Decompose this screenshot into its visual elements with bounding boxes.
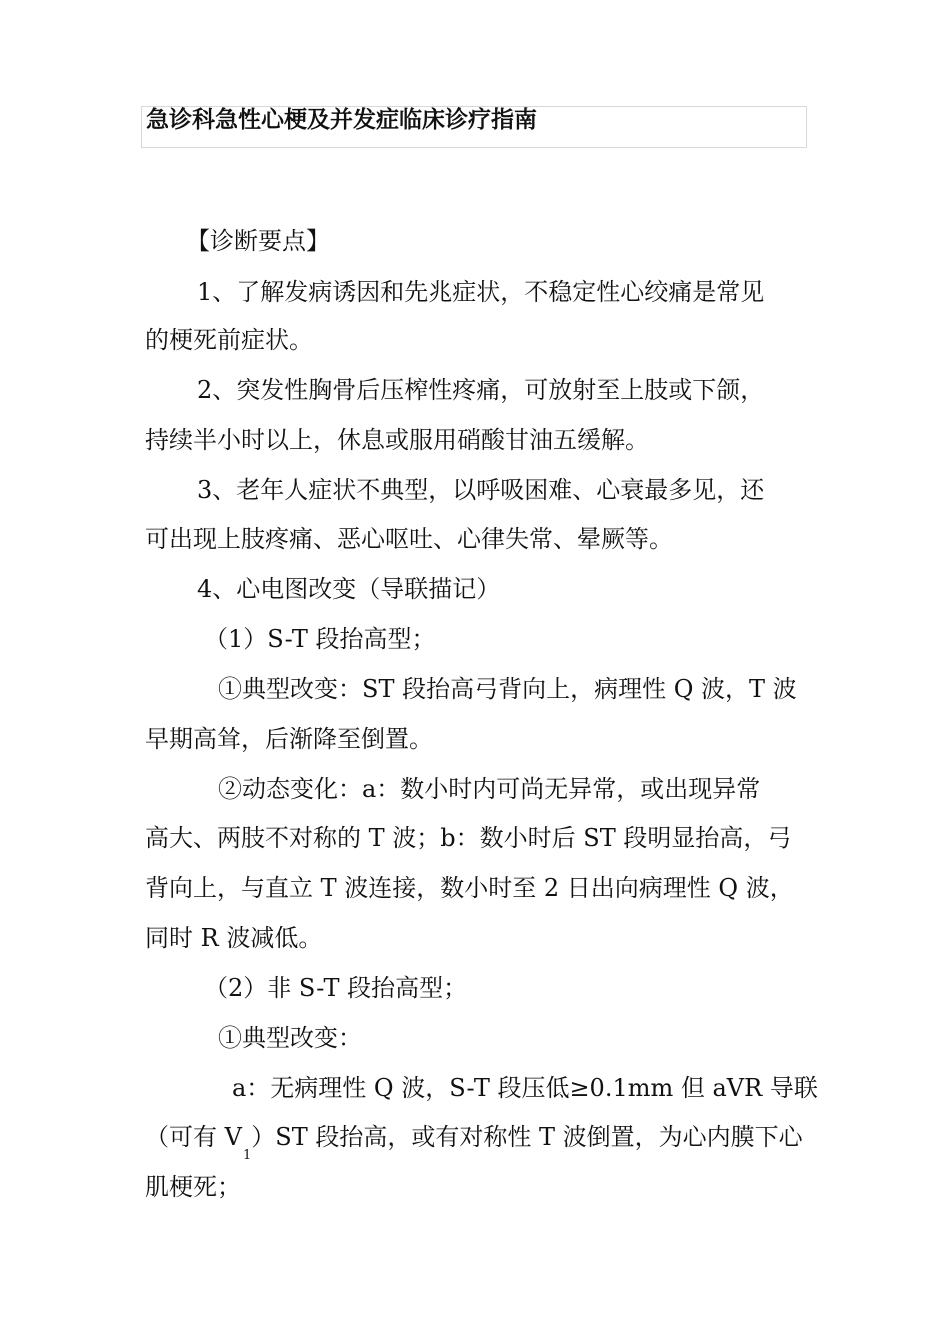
line-text: （可有 V	[145, 1123, 242, 1151]
paragraph-line: 1、了解发病诱因和先兆症状，不稳定性心绞痛是常见	[197, 278, 765, 306]
paragraph-line: 肌梗死；	[145, 1173, 241, 1201]
paragraph-line: 早期高耸，后渐降至倒置。	[145, 725, 433, 753]
paragraph-line: 的梗死前症状。	[145, 326, 313, 354]
section-heading: 【诊断要点】	[186, 227, 330, 255]
paragraph-line: （1）S-T 段抬高型；	[204, 625, 436, 653]
paragraph-line: a：无病理性 Q 波，S-T 段压低≥0.1mm 但 aVR 导联	[232, 1074, 818, 1102]
paragraph-line: ①典型改变：ST 段抬高弓背向上，病理性 Q 波，T 波	[218, 675, 797, 703]
paragraph-line: 同时 R 波减低。	[145, 924, 323, 952]
paragraph-line: 2、突发性胸骨后压榨性疼痛，可放射至上肢或下颌，	[197, 376, 765, 404]
title-box	[141, 106, 807, 148]
paragraph-line: 高大、两肢不对称的 T 波；b：数小时后 ST 段明显抬高，弓	[145, 824, 792, 852]
paragraph-line: ①典型改变：	[218, 1024, 362, 1052]
document-title: 急诊科急性心梗及并发症临床诊疗指南	[146, 107, 537, 133]
paragraph-line: 背向上，与直立 T 波连接，数小时至 2 日出向病理性 Q 波，	[145, 874, 794, 902]
paragraph-line: 3、老年人症状不典型，以呼吸困难、心衰最多见，还	[197, 476, 765, 504]
paragraph-line: 可出现上肢疼痛、恶心呕吐、心律失常、晕厥等。	[145, 525, 673, 553]
subscript: 1	[242, 1148, 252, 1163]
line-text: ）ST 段抬高，或有对称性 T 波倒置，为心内膜下心	[251, 1123, 803, 1151]
paragraph-line: 持续半小时以上，休息或服用硝酸甘油五缓解。	[145, 426, 649, 454]
paragraph-line	[145, 1122, 803, 1163]
paragraph-line: ②动态变化：a：数小时内可尚无异常，或出现异常	[218, 775, 761, 803]
paragraph-line: （2）非 S-T 段抬高型；	[204, 974, 468, 1002]
paragraph-line: 4、心电图改变（导联描记）	[197, 575, 501, 603]
